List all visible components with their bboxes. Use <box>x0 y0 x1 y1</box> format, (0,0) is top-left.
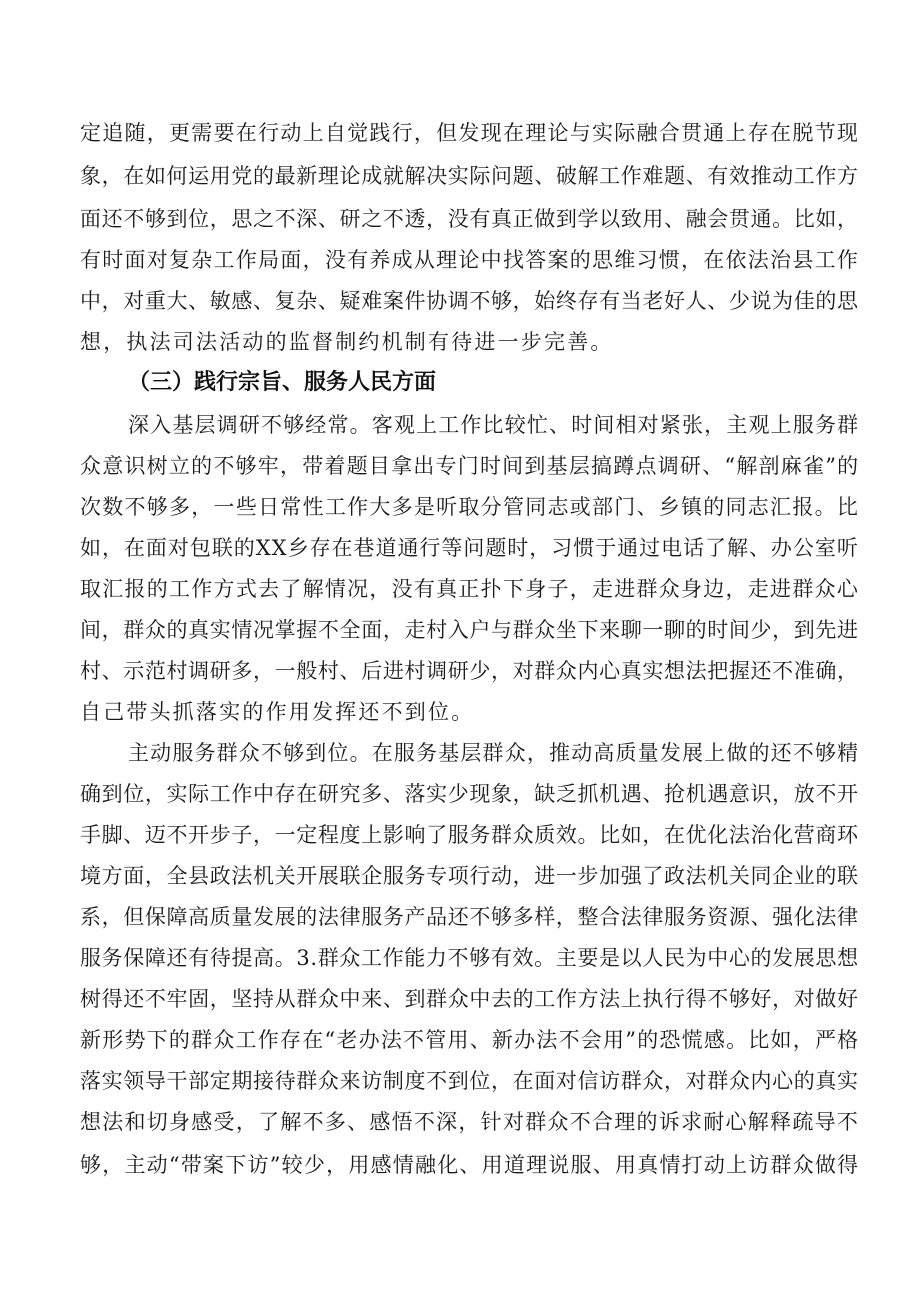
text-line: 确到位，实际工作中存在研究多、落实少现象，缺乏抓机遇、抢机遇意识，放不开 <box>80 782 859 806</box>
text-line: 树得还不牢固，坚持从群众中来、到群众中去的工作方法上执行得不够好，对做好 <box>80 987 859 1011</box>
text-line: 主动服务群众不够到位。在服务基层群众，推动高质量发展上做的还不够精 <box>128 741 860 765</box>
text-line: 中，对重大、敏感、复杂、疑难案件协调不够，始终存有当老好人、少说为佳的思 <box>80 289 859 313</box>
text-line: 想，执法司法活动的监督制约机制有待进一步完善。 <box>80 330 614 354</box>
text-line: 系，但保障高质量发展的法律服务产品还不够多样，整合法律服务资源、强化法律 <box>80 905 859 929</box>
text-line: 境方面，全县政法机关开展联企服务专项行动，进一步加强了政法机关同企业的联 <box>80 864 859 888</box>
text-line: 想法和切身感受，了解不多、感悟不深，针对群众不合理的诉求耐心解释疏导不 <box>80 1110 860 1134</box>
text-line: 够，主动“带案下访”较少，用感情融化、用道理说服、用真情打动上访群众做得 <box>80 1153 860 1177</box>
text-line: 新形势下的群众工作存在“老办法不管用、新办法不会用”的恐慌感。比如，严格 <box>80 1028 860 1052</box>
text-line: 村、示范村调研多，一般村、后进村调研少，对群众内心真实想法把握还不准确， <box>80 659 859 683</box>
section-heading: （三）践行宗旨、服务人民方面 <box>128 370 437 395</box>
text-line: 面还不够到位，思之不深、研之不透，没有真正做到学以致用、融会贯通。比如， <box>80 207 859 231</box>
text-line: 深入基层调研不够经常。客观上工作比较忙、时间相对紧张，主观上服务群 <box>128 413 860 437</box>
text-line: 次数不够多，一些日常性工作大多是听取分管同志或部门、乡镇的同志汇报。比 <box>80 495 860 519</box>
text-line: 自己带头抓落实的作用发挥还不到位。 <box>80 700 475 724</box>
text-line: 定追随，更需要在行动上自觉践行，但发现在理论与实际融合贯通上存在脱节现 <box>80 121 860 145</box>
text-line: 如，在面对包联的XX乡存在巷道通行等问题时，习惯于通过电话了解、办公室听 <box>80 536 859 560</box>
text-line: 象，在如何运用党的最新理论成就解决实际问题、破解工作难题、有效推动工作方 <box>80 164 859 188</box>
text-line: 众意识树立的不够牢，带着题目拿出专门时间到基层搞蹲点调研、“解剖麻雀”的 <box>80 454 860 478</box>
text-line: 手脚、迈不开步子，一定程度上影响了服务群众质效。比如，在优化法治化营商环 <box>80 823 859 847</box>
text-line: 取汇报的工作方式去了解情况，没有真正扑下身子，走进群众身边，走进群众心 <box>80 577 860 601</box>
text-line: 服务保障还有待提高。3.群众工作能力不够有效。主要是以人民为中心的发展思想 <box>80 946 859 970</box>
text-line: 落实领导干部定期接待群众来访制度不到位，在面对信访群众，对群众内心的真实 <box>80 1069 859 1093</box>
text-line: 间，群众的真实情况掌握不全面，走村入户与群众坐下来聊一聊的时间少，到先进 <box>80 618 859 642</box>
text-line: 有时面对复杂工作局面，没有养成从理论中找答案的思维习惯，在依法治县工作 <box>80 248 860 272</box>
